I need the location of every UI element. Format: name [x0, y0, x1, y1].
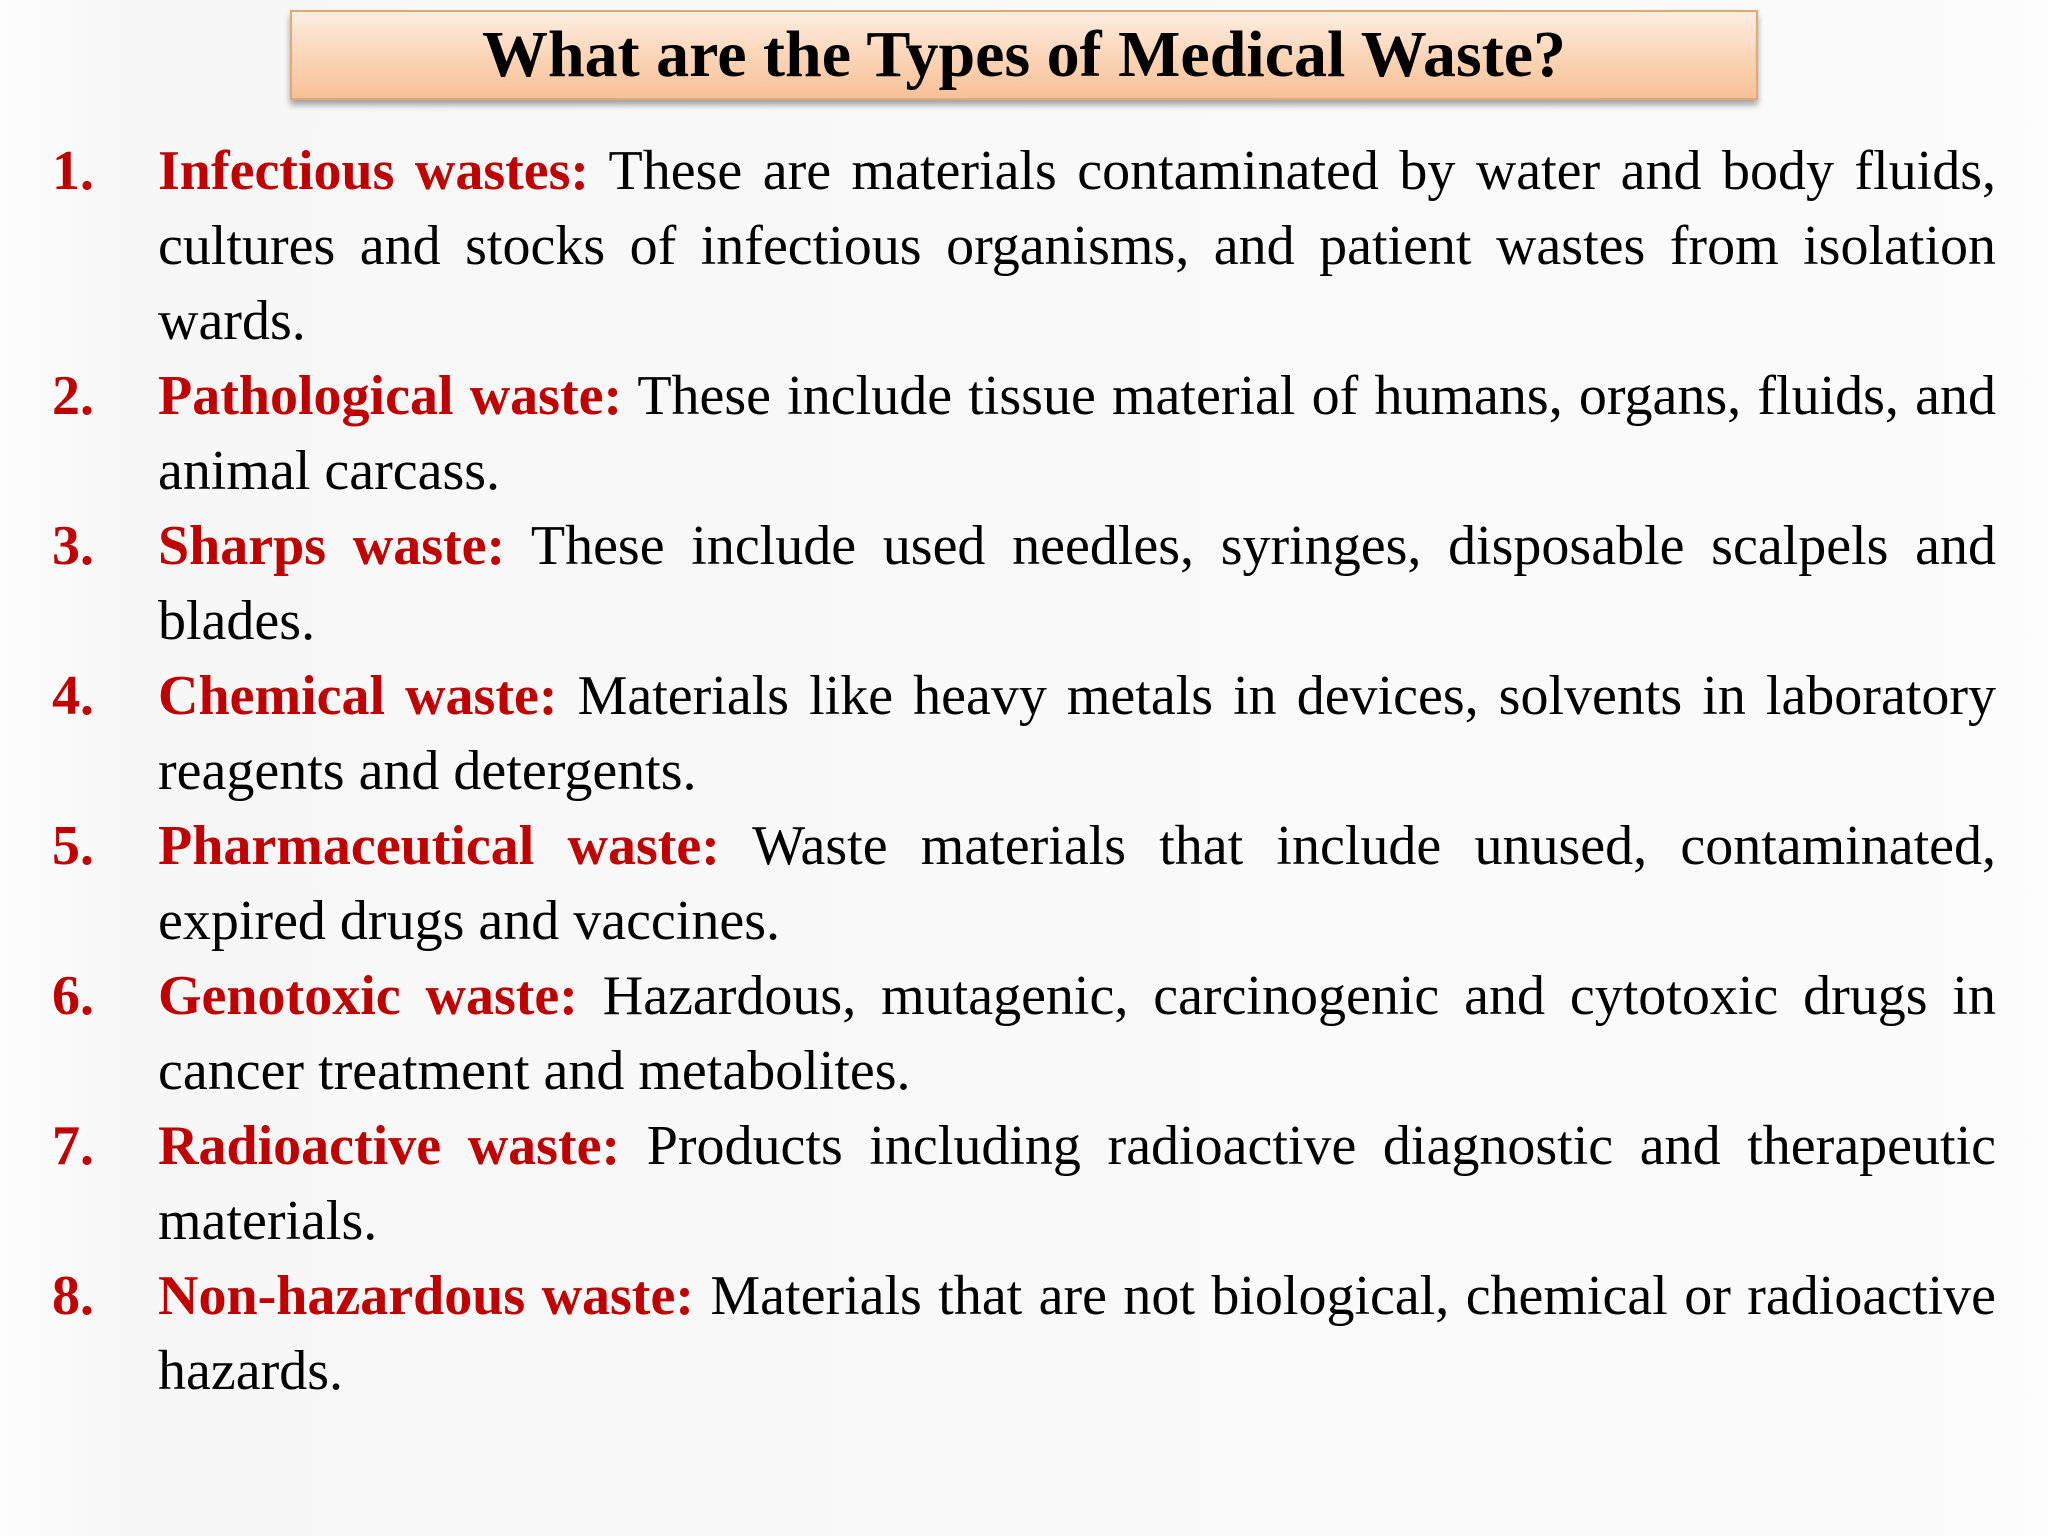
- item-description: Waste materials that include unused, contaminated, expired drugs and vaccines.: [158, 815, 1996, 952]
- item-term: Pharmaceutical waste:: [158, 815, 720, 877]
- list-item-pathological: [52, 359, 1996, 509]
- item-term: Infectious wastes:: [158, 140, 590, 202]
- item-term: Chemical waste:: [158, 665, 558, 727]
- item-number: 4.: [52, 665, 94, 727]
- item-description: These include tissue material of humans, organs, fluids, and animal carcass.: [158, 365, 1996, 502]
- list-item-pharmaceutical: [52, 809, 1996, 959]
- item-description: These include used needles, syringes, disposable scalpels and blades.: [158, 515, 1997, 652]
- list-item-sharps: [52, 509, 1996, 659]
- item-description: Materials that are not biological, chemical or radioactive hazards.: [158, 1265, 1996, 1402]
- item-term: Sharps waste:: [158, 515, 506, 577]
- item-number: 2.: [52, 365, 94, 427]
- item-number: 3.: [52, 515, 94, 577]
- page-title: What are the Types of Medical Waste?: [481, 18, 1567, 91]
- list-item-non-hazardous: [52, 1259, 1996, 1409]
- item-number: 7.: [52, 1115, 94, 1177]
- item-term: Radioactive waste:: [158, 1115, 621, 1177]
- item-description: Materials like heavy metals in devices, solvents in laboratory reagents and detergents.: [158, 665, 1997, 802]
- item-description: These are materials contaminated by water and body fluids, cultures and stocks of infectious organisms, and patient wastes from isolation wards.: [158, 140, 1996, 352]
- item-description: Hazardous, mutagenic, carcinogenic and cytotoxic drugs in cancer treatment and metabolites.: [158, 965, 1996, 1102]
- list-item-infectious: [52, 134, 1996, 359]
- item-term: Non-hazardous waste:: [158, 1265, 694, 1327]
- item-description: Products including radioactive diagnostic and therapeutic materials.: [158, 1115, 1996, 1252]
- item-number: 5.: [52, 815, 94, 877]
- list-item-chemical: [52, 659, 1996, 809]
- item-number: 6.: [52, 965, 94, 1027]
- waste-types-list: [52, 134, 1996, 1409]
- list-item-genotoxic: [52, 959, 1996, 1109]
- item-number: 8.: [52, 1265, 94, 1327]
- title-banner: [290, 10, 1758, 100]
- list-item-radioactive: [52, 1109, 1996, 1259]
- item-term: Pathological waste:: [158, 365, 623, 427]
- item-number: 1.: [52, 140, 94, 202]
- item-term: Genotoxic waste:: [158, 965, 578, 1027]
